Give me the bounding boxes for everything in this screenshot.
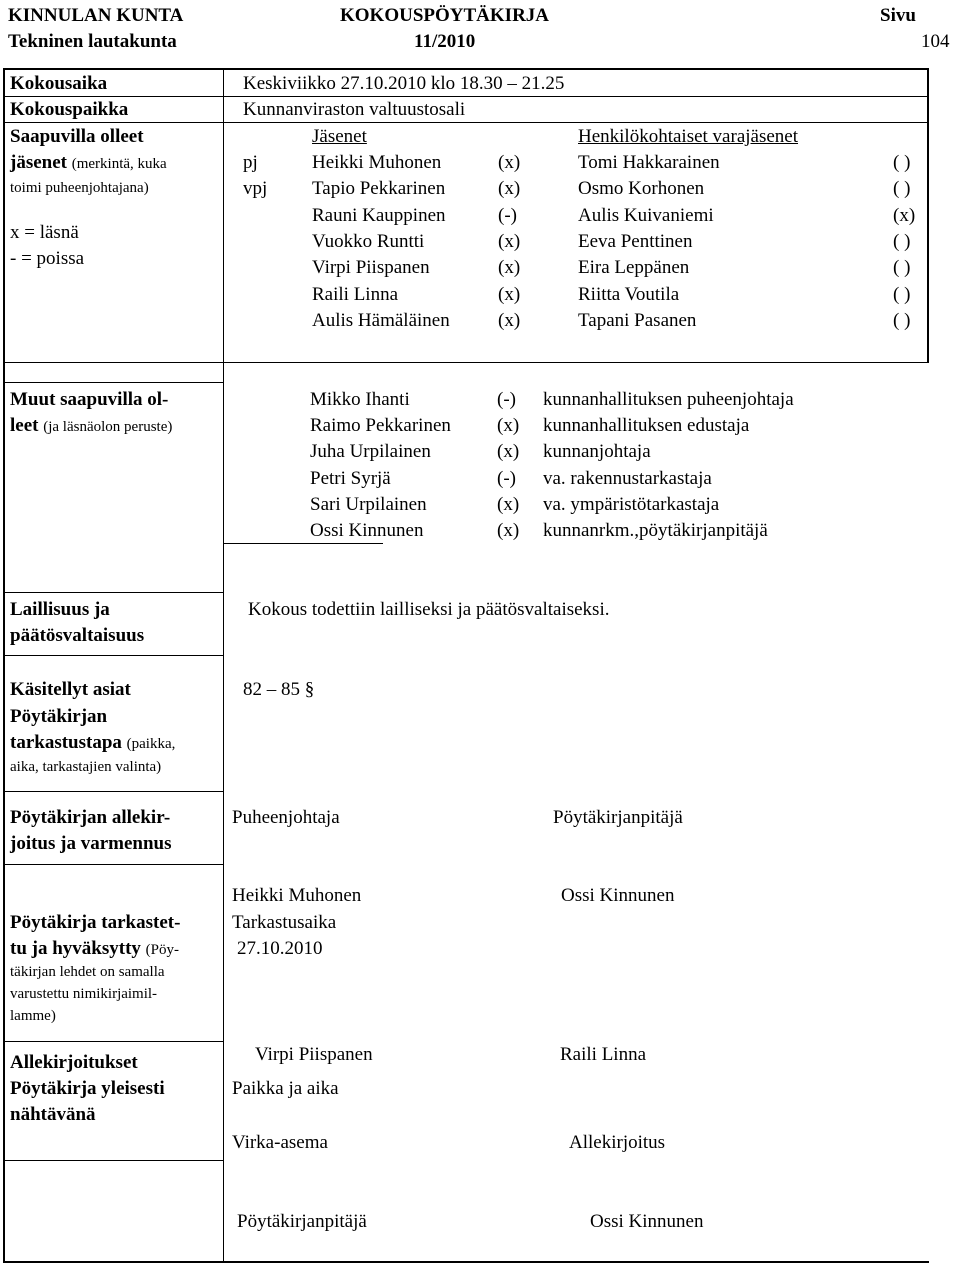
row-divider-11 bbox=[3, 1160, 223, 1161]
others-label: Muut saapuvilla ol- bbox=[10, 389, 169, 410]
place-time-label: Paikka ja aika bbox=[232, 1078, 339, 1099]
member-deputy-mark: (x) bbox=[893, 204, 916, 226]
member-deputy-mark: ( ) bbox=[893, 178, 911, 200]
member-mark: (x) bbox=[498, 283, 521, 305]
chair-name: Heikki Muhonen bbox=[232, 885, 362, 906]
legality-value: Kokous todettiin lailliseksi ja päätösvaltaiseksi. bbox=[248, 599, 610, 620]
review-time-label: Tarkastusaika bbox=[232, 912, 337, 933]
verified-line4: varustettu nimikirjaimil- bbox=[10, 986, 158, 1002]
legend-present: x = läsnä bbox=[10, 222, 79, 243]
member-mark: (x) bbox=[498, 309, 521, 331]
row-divider-5 bbox=[223, 543, 383, 544]
row-divider-10 bbox=[3, 1041, 223, 1042]
attendee-name: Petri Syrjä bbox=[310, 467, 391, 489]
member-member: Virpi Piispanen bbox=[312, 257, 430, 279]
present-label-members: jäsenet bbox=[10, 152, 67, 173]
public-label-line2: nähtävänä bbox=[10, 1104, 96, 1125]
org-name: KINNULAN KUNTA bbox=[8, 5, 184, 26]
present-label: Saapuvilla olleet bbox=[10, 126, 144, 147]
member-deputy-mark: ( ) bbox=[893, 283, 911, 305]
row-divider-3 bbox=[3, 362, 929, 363]
verified-line3: täkirjan lehdet on samalla bbox=[10, 964, 165, 980]
row-divider-1 bbox=[3, 96, 929, 97]
member-deputy: Riitta Voutila bbox=[578, 283, 680, 305]
verified-line5: lamme) bbox=[10, 1008, 56, 1024]
row-divider-6 bbox=[3, 592, 223, 593]
meeting-time-value: Keskiviikko 27.10.2010 klo 18.30 – 21.25 bbox=[243, 73, 565, 94]
meeting-place-value: Kunnanviraston valtuustosali bbox=[243, 99, 466, 120]
legality-label: Laillisuus ja bbox=[10, 599, 110, 620]
secretary-title: Pöytäkirjanpitäjä bbox=[553, 807, 683, 828]
present-label-line2 bbox=[10, 152, 167, 174]
verified-label-line2 bbox=[10, 938, 179, 960]
attendee-role: kunnanjohtaja bbox=[543, 441, 651, 463]
others-label-leet: leet bbox=[10, 415, 39, 436]
frame-bottom bbox=[3, 1261, 929, 1263]
review-method-note: (paikka, bbox=[126, 736, 176, 752]
member-member: Aulis Hämäläinen bbox=[312, 309, 450, 331]
frame-right bbox=[927, 68, 929, 363]
board-name: Tekninen lautakunta bbox=[8, 31, 177, 52]
member-deputy-mark: ( ) bbox=[893, 152, 911, 173]
member-deputy: Tapani Pasanen bbox=[578, 309, 697, 331]
member-deputy-mark: ( ) bbox=[893, 230, 911, 252]
row-divider-7 bbox=[3, 655, 223, 656]
review-method-line2 bbox=[10, 732, 175, 754]
page-number: 104 bbox=[921, 31, 950, 52]
page-label: Sivu bbox=[880, 5, 916, 26]
attendee-role: va. ympäristötarkastaja bbox=[543, 493, 720, 515]
frame-top bbox=[3, 68, 929, 70]
member-deputy-mark: ( ) bbox=[893, 257, 911, 279]
attendee-mark: (x) bbox=[497, 520, 520, 541]
signing-label-line2: joitus ja varmennus bbox=[10, 833, 172, 854]
doc-type: KOKOUSPÖYTÄKIRJA bbox=[340, 5, 550, 26]
member-deputy: Aulis Kuivaniemi bbox=[578, 204, 714, 226]
reviewer-1: Virpi Piispanen bbox=[255, 1044, 373, 1065]
others-label-line2 bbox=[10, 415, 172, 437]
row-divider-8 bbox=[3, 791, 223, 792]
frame-left bbox=[3, 68, 5, 1263]
reviewer-2: Raili Linna bbox=[560, 1044, 647, 1065]
attendee-role: kunnanhallituksen edustaja bbox=[543, 415, 750, 437]
member-mark: (-) bbox=[498, 204, 517, 226]
deputies-column-header: Henkilökohtaiset varajäsenet bbox=[578, 126, 799, 147]
meeting-place-label: Kokouspaikka bbox=[10, 99, 129, 120]
attendee-role: va. rakennustarkastaja bbox=[543, 467, 712, 489]
attendee-mark: (x) bbox=[497, 441, 520, 463]
member-mark: (x) bbox=[498, 230, 521, 252]
member-mark: (x) bbox=[498, 152, 521, 173]
signing-label: Pöytäkirjan allekir- bbox=[10, 807, 171, 828]
signatures-label: Allekirjoitukset bbox=[10, 1052, 138, 1073]
member-deputy: Tomi Hakkarainen bbox=[578, 152, 720, 173]
member-member: Tapio Pekkarinen bbox=[312, 178, 446, 200]
verified-note: (Pöy- bbox=[145, 942, 179, 958]
attendee-name: Mikko Ihanti bbox=[310, 389, 410, 410]
member-role: pj bbox=[243, 152, 258, 173]
row-divider-4 bbox=[3, 382, 223, 383]
meeting-time-label: Kokousaika bbox=[10, 73, 108, 94]
chair-title: Puheenjohtaja bbox=[232, 807, 340, 828]
member-deputy: Eeva Penttinen bbox=[578, 230, 693, 252]
member-member: Heikki Muhonen bbox=[312, 152, 442, 173]
items-label: Käsitellyt asiat bbox=[10, 679, 131, 700]
attendee-role: kunnanrkm.,pöytäkirjanpitäjä bbox=[543, 520, 768, 541]
attendee-mark: (-) bbox=[497, 467, 516, 489]
verified-label: Pöytäkirja tarkastet- bbox=[10, 912, 181, 933]
attendee-role: kunnanhallituksen puheenjohtaja bbox=[543, 389, 794, 410]
member-member: Rauni Kauppinen bbox=[312, 204, 446, 226]
review-method-label: Pöytäkirjan bbox=[10, 706, 108, 727]
member-deputy: Osmo Korhonen bbox=[578, 178, 705, 200]
members-column-header: Jäsenet bbox=[312, 126, 367, 147]
attendee-mark: (x) bbox=[497, 493, 520, 515]
attendee-name: Sari Urpilainen bbox=[310, 493, 427, 515]
member-mark: (x) bbox=[498, 257, 521, 279]
attendee-name: Juha Urpilainen bbox=[310, 441, 431, 463]
member-deputy: Eira Leppänen bbox=[578, 257, 690, 279]
column-divider bbox=[223, 68, 224, 1263]
member-role: vpj bbox=[243, 178, 268, 200]
legend-absent: - = poissa bbox=[10, 248, 85, 269]
member-member: Raili Linna bbox=[312, 283, 399, 305]
attendee-mark: (-) bbox=[497, 389, 516, 410]
member-mark: (x) bbox=[498, 178, 521, 200]
attendee-name: Raimo Pekkarinen bbox=[310, 415, 451, 437]
row-divider-9 bbox=[3, 864, 223, 865]
member-deputy-mark: ( ) bbox=[893, 309, 911, 331]
public-secretary-title: Pöytäkirjanpitäjä bbox=[237, 1211, 367, 1232]
review-date: 27.10.2010 bbox=[237, 938, 323, 959]
verified-label-main: tu ja hyväksytty bbox=[10, 938, 141, 959]
member-member: Vuokko Runtti bbox=[312, 230, 425, 252]
position-label: Virka-asema bbox=[232, 1132, 328, 1153]
others-label-note: (ja läsnäolon peruste) bbox=[43, 419, 173, 435]
present-label-line3: toimi puheenjohtajana) bbox=[10, 180, 149, 196]
meeting-number: 11/2010 bbox=[414, 31, 476, 52]
review-method-label-main: tarkastustapa bbox=[10, 732, 122, 753]
present-label-note: (merkintä, kuka bbox=[71, 156, 167, 172]
public-label: Pöytäkirja yleisesti bbox=[10, 1078, 165, 1099]
attendee-mark: (x) bbox=[497, 415, 520, 437]
secretary-name: Ossi Kinnunen bbox=[561, 885, 675, 906]
items-value: 82 – 85 § bbox=[243, 679, 315, 700]
review-method-line3: aika, tarkastajien valinta) bbox=[10, 759, 162, 775]
public-secretary-name: Ossi Kinnunen bbox=[590, 1211, 704, 1232]
row-divider-2 bbox=[3, 122, 929, 123]
attendee-name: Ossi Kinnunen bbox=[310, 520, 424, 541]
signature-label: Allekirjoitus bbox=[569, 1132, 666, 1153]
legality-label-line2: päätösvaltaisuus bbox=[10, 625, 145, 646]
